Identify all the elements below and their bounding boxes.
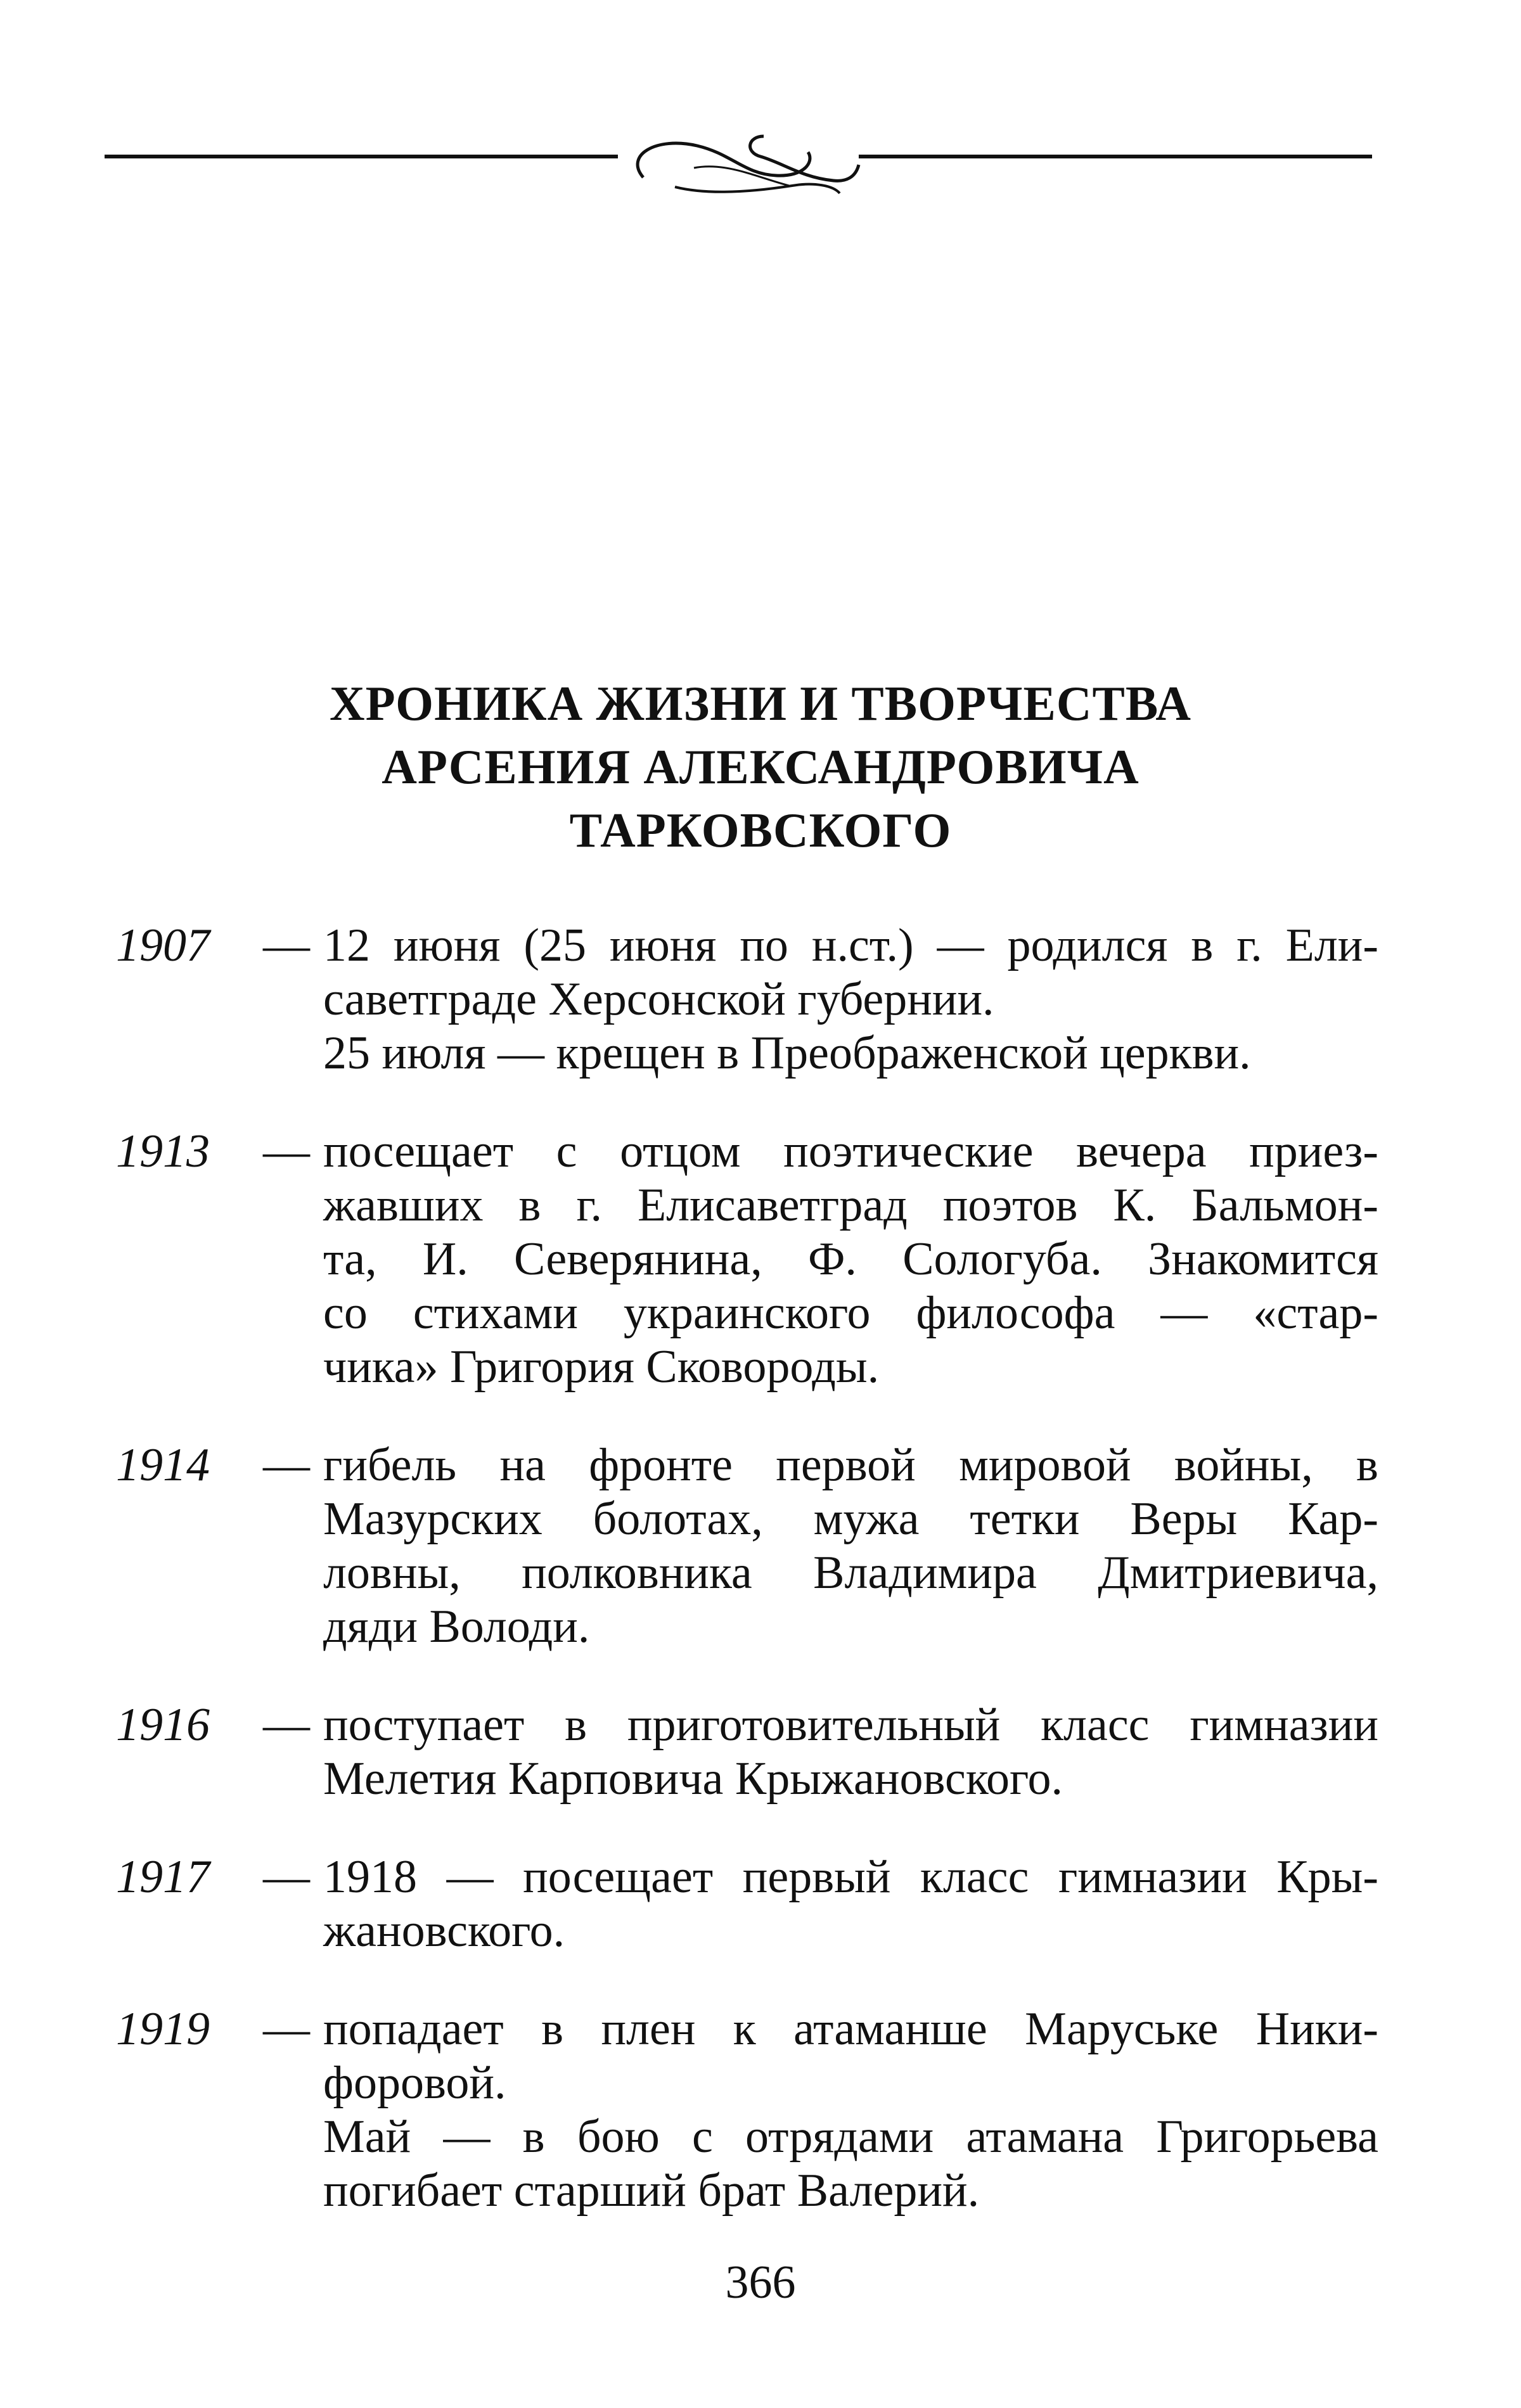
entry-year: 1917 — [116, 1851, 210, 1903]
entry-year: 1919 — [116, 2003, 210, 2055]
entry-line: гибель на фронте первой мировой войны, в — [323, 1439, 1378, 1491]
entry-line: 25 июля — крещен в Преображенской церкви. — [323, 1027, 1251, 1079]
entry-line: ловны, полковника Владимира Дмитриевича, — [323, 1547, 1378, 1599]
entry-line: Мелетия Карповича Крыжановского. — [323, 1753, 1063, 1805]
entry-line: жавших в г. Елисаветград поэтов К. Бальмон- — [323, 1179, 1378, 1231]
entry-line: поступает в приготовительный класс гимназии — [323, 1699, 1378, 1751]
entry-line: дяди Володи. — [323, 1601, 590, 1653]
title-line: ТАРКОВСКОГО — [569, 803, 952, 857]
entry-line: форовой. — [323, 2057, 506, 2109]
entry-line: попадает в плен к атаманше Маруське Ники- — [323, 2003, 1378, 2055]
entry-dash: — — [263, 1439, 310, 1491]
entry-year: 1913 — [116, 1125, 210, 1177]
entry-line: погибает старший брат Валерий. — [323, 2165, 980, 2217]
entry-line: Мазурских болотах, мужа тетки Веры Кар- — [323, 1493, 1378, 1545]
page-title — [0, 672, 1521, 862]
entry-dash: — — [263, 919, 310, 971]
page-number: 366 — [725, 2257, 796, 2309]
entry-dash: — — [263, 2003, 310, 2055]
title-line: ХРОНИКА ЖИЗНИ И ТВОРЧЕСТВА — [329, 676, 1191, 731]
flourish-divider-icon — [105, 117, 1372, 212]
entry-dash: — — [263, 1125, 310, 1177]
entry-dash: — — [263, 1851, 310, 1903]
entry-year: 1907 — [116, 919, 210, 971]
entry-line: чика» Григория Сковороды. — [323, 1341, 880, 1393]
entry-year: 1916 — [116, 1699, 210, 1751]
entry-line: посещает с отцом поэтические вечера приез- — [323, 1125, 1378, 1177]
entry-line: 1918 — посещает первый класс гимназии Кры- — [323, 1851, 1378, 1903]
entry-line: саветграде Херсонской губернии. — [323, 973, 994, 1025]
entry-dash: — — [263, 1699, 310, 1751]
entry-year: 1914 — [116, 1439, 210, 1491]
entry-line: Май — в бою с отрядами атамана Григорьева — [323, 2111, 1378, 2163]
entry-line: та, И. Северянина, Ф. Сологуба. Знакомится — [323, 1233, 1378, 1285]
entry-line: 12 июня (25 июня по н.ст.) — родился в г. Ели- — [323, 919, 1378, 971]
entry-line: жановского. — [323, 1905, 565, 1957]
title-line: АРСЕНИЯ АЛЕКСАНДРОВИЧА — [382, 740, 1139, 794]
entry-line: со стихами украинского философа — «стар- — [323, 1287, 1378, 1339]
